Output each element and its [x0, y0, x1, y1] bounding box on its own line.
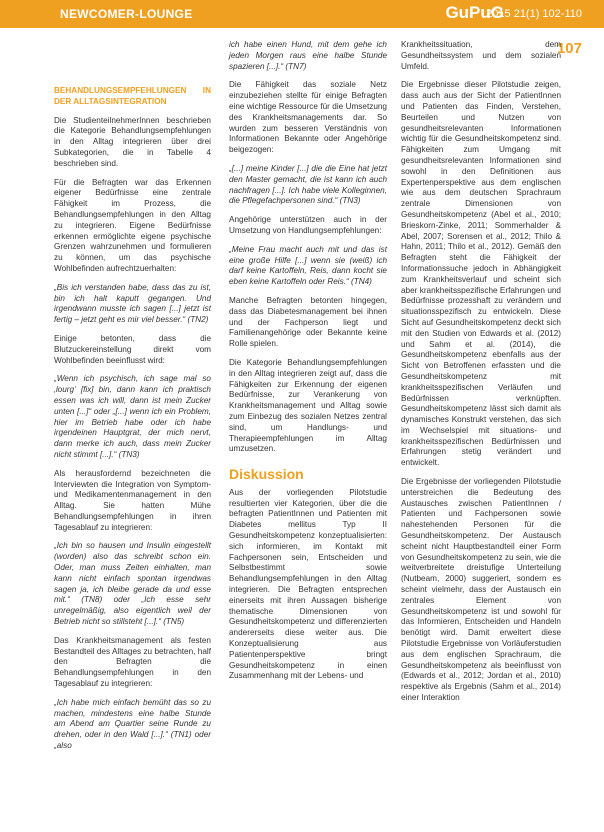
- paragraph: Krankheitssituation, dem Gesundheitssystem und dem sozialen Umfeld.: [401, 40, 561, 71]
- quote: „Ich bin so hausen und Insulin eingestellt (worden) also das schreibt schon ein. Oder, man muss Zeiten einhalten, man kann nicht einfach spontan irgendwas sagen ja, ich bleibe gerade da und esse mit.“ (TN8) oder „Ich esse sehr unregelmäßig, also eigentlich weil der Betrieb nicht so stillsteht [...].“ (TN5): [54, 541, 211, 627]
- paragraph: Aus der vorliegenden Pilotstudie resultierten vier Kategorien, über die die befragten PatientInnen und Patienten mit Diabetes mellitus Typ II Gesundheitskompetenz konzeptualisierten: sich informieren, im Kontakt mit Fachpersonen sein, Entscheiden und Selbstbestimmt sowie Behandlungsempfehlungen in den Alltag integrieren. Die Befragten entsprechen einerseits mit ihren Aussagen bisherige thematische Dimensionen von Gesundheitskompetenz und differenzierten andererseits diese weiter aus. Die Konzeptualisierung aus Patientenperspektive bringt Gesundheitskompetenz in einen Zusammenhang mit der Lebens- und: [229, 487, 387, 681]
- section-heading: Diskussion: [229, 466, 304, 483]
- quote: „Ich habe mich einfach bemüht das so zu machen, mindestens eine halbe Stunde am Abend am Quartier seine Runde zu drehen, oder in den Wald [...].“ (TN1) oder „also: [54, 697, 211, 751]
- subheading: BEHANDLUNGSEMPFEHLUNGEN IN DER ALLTAGSINTEGRATION: [54, 86, 211, 106]
- quote: „Bis ich verstanden habe, dass das zu ist, bin ich halt kaputt gegangen. Und irgendwann musste ich sagen [...] jetzt ist fertig – jetzt geht es mir viel besser.“ (TN2): [54, 282, 211, 325]
- quote: „Meine Frau macht auch mit und das ist eine große Hilfe [...] wenn sie (weiß) ich darf keine Kartoffeln, Reis, dann kocht sie eben keine Kartoffeln oder Reis.“ (TN4): [229, 244, 387, 287]
- journal-brand: GuPuG: [445, 3, 504, 22]
- journal-reference: 2015 21(1) 102-110: [486, 8, 582, 20]
- section-label: NEWCOMER-LOUNGE: [60, 7, 193, 21]
- quote: „Wenn ich psychisch, ich sage mal so ‚lourg‘ [fix] bin, dann kann ich praktisch essen was ich will, dann ist mein Zucker unten [...]“ oder „[...] wenn ich ein Problem, hier im Betrieb habe oder ich habe irgendeinen Hauptgrat, der mich nervt, dann merke ich auch, dass mein Zucker nicht stimmt [...].“ (TN3): [54, 374, 211, 459]
- paragraph: Das Krankheitsmanagement als festen Bestandteil des Alltages zu betrachten, half den Befragten die Behandlungsempfehlungen in den Tagesablauf zu integrieren:: [54, 635, 211, 689]
- paragraph: Die StudienteilnehmerInnen beschrieben die Kategorie Behandlungsempfehlungen in den Alltag integrieren über drei Subkategorien, die in Tabelle 4 beschrieben sind.: [54, 115, 211, 168]
- column-3: [401, 40, 561, 712]
- paragraph: Die Fähigkeit das soziale Netz einzubeziehen stellte für einige Befragten eine wichtige Ressource für die Umsetzung des Krankheitsmanagements dar. So wurden zum besseren Verständnis von Informationen Bekannte oder Angehörige beigezogen:: [229, 80, 387, 155]
- quote: ich habe einen Hund, mit dem gehe ich jeden Morgen raus eine halbe Stunde spazieren [...].“ (TN7): [229, 40, 387, 71]
- page-number: 107: [556, 40, 582, 57]
- paragraph: Angehörige unterstützen auch in der Umsetzung von Handlungsempfehlungen:: [229, 215, 387, 235]
- paragraph: Für die Befragten war das Erkennen eigener Bedürfnisse eine zentrale Fähigkeit im Prozess, die Behandlungsempfehlungen in den Alltag zu integrieren. Eigene Bedürfnisse erkennen ermöglichte eigene psychische Grenzen wahrzunehmen und formulieren zu können, um das psychische Wohlbefinden aufrechtzuerhalten:: [54, 177, 211, 273]
- quote: „[...] meine Kinder [...] die die Eine hat jetzt den Master gemacht, die ist kann ich auch nachfragen [...]. Ich habe viele Kolleginnen, die Pflegefachpersonen sind.“ (TN3): [229, 163, 387, 206]
- column-2: [229, 40, 387, 690]
- paragraph: Die Kategorie Behandlungsempfehlungen in den Alltag integrieren zeigt auf, dass die Fähigkeiten zur Erkennung der eigenen Bedürfnisse, zur Verankerung von Krankheitsmanagement und Alltag sowie zum Einbezug des sozialen Netzes zentral sind, um Handlungs- und Therapieempfehlungen im Alltag umzusetzen.: [229, 357, 387, 454]
- journal-header-bar: [0, 0, 604, 28]
- paragraph: Manche Befragten betonten hingegen, dass das Diabetesmanagement bei ihnen und der Fachperson liegt und Familienangehörige oder Bekannte keine Rolle spielen.: [229, 295, 387, 349]
- paragraph: Als herausfordernd bezeichneten die Interviewten die Integration von Symptom- und Medikamentenmanagement in den Alltag. Sie hatten Mühe Behandlungsempfehlungen in ihren Tagesablauf zu integrieren:: [54, 468, 211, 532]
- paragraph: Einige betonten, dass die Blutzuckereinstellung direkt vom Wohlbefinden beeinflusst wird:: [54, 333, 211, 365]
- column-1: [54, 86, 211, 760]
- paragraph: Die Ergebnisse dieser Pilotstudie zeigen, dass auch aus der Sicht der PatientInnen und Patienten das Finden, Verstehen, Beurteilen und Nutzen von gesundheitsrelevanten Informationen wichtig für die Gesundheitskompetenz sind. Fähigkeiten zum Umgang mit gesundheitsrelevanten Informationen sind sowohl in den Definitionen aus Expertenperspektive aus dem englischen wie aus dem deutschen Sprachraum zentrale Dimensionen von Gesundheitskompetenz (Abel et al., 2010; Brieskorn-Zinke, 2011; Sommerhalder & Abel, 2007; Sorensen et al., 2012; Thilo & Hahn, 2011; Thilo et al., 2012). Gemäß den Befragten steht die Fähigkeit der Informationssuche jedoch in Abhängigkeit zum Krankheitsverlauf und scheint sich aber krankheitsspezifische Erfahrungen und Bedürfnisse prozesshaft zu verändern und situationsspezifisch zu entwickeln. Diese Sicht auf Gesundheitskompetenz deckt sich mit den Studien von Edwards et al. (2012) und Sahm et al. (2014), die Gesundheitskompetenz ebenfalls aus der Sicht von Betroffenen erfassten und die Gesundheitskompetenz mit krankheitsspezifischen Verläufen und Bedürfnissen verknüpften. Gesundheitskompetenz lässt sich damit als dynamisches Konstrukt verstehen, das sich im Wechselspiel mit situations- und krankheitsspezifischen Bedürfnissen und Erfahrungen stetig verändert und entwickelt.: [401, 80, 561, 468]
- paragraph: Die Ergebnisse der vorliegenden Pilotstudie unterstreichen die Bedeutung des Austausches zwischen PatientInnen / Patienten und Fachpersonen sowie nahestehenden Personen für die Gesundheitskompetenz. Der Austausch scheint nicht Hauptbestandteil einer Form von Gesundheitskompetenz zu sein, wie die weitverbreitete dreistufige Unterteilung (Nutbeam, 2000) suggeriert, sondern es scheint vielmehr, dass der Austausch ein zentrales Element von Gesundheitskompetenz ist und sowohl für das Informieren, Entscheiden und Handeln benötigt wird. Damit erweitert diese Pilotstudie Ergebnisse von Vorläuferstudien aus dem englischen Sprachraum, die Gesundheitskompetenz als beeinflusst von (Edwards et al., 2012; Jordan et al., 2010) respektive als Ergebnis (Sahm et al., 2014) einer Interaktion: [401, 477, 561, 703]
